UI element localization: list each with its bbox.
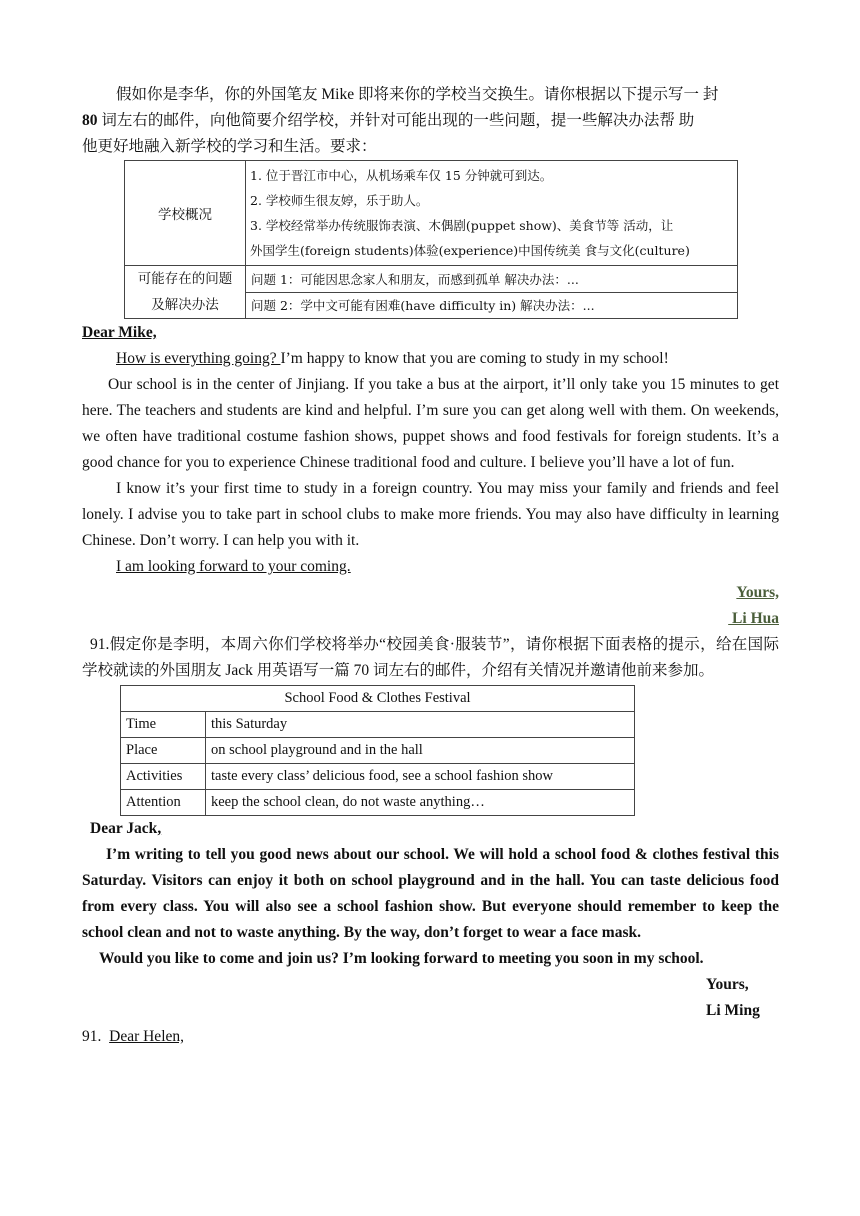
row-label: Place	[121, 738, 206, 764]
table-row	[121, 738, 635, 764]
opening-text: I’m happy to know that you are coming to study in my school!	[280, 350, 669, 367]
table-row	[121, 790, 635, 816]
task3-start	[82, 1024, 779, 1050]
letter3-greeting: Dear Helen,	[109, 1028, 184, 1045]
table-title-row	[121, 686, 635, 712]
closing-text: I am looking forward to your coming.	[116, 558, 351, 575]
prompt-text: 词左右的邮件，向他简要介绍学校，并针对可能出现的一些问题，提一些解决办法帮 助	[97, 112, 695, 129]
opening-underlined: How is everything going?	[116, 350, 281, 367]
table-title: School Food & Clothes Festival	[121, 686, 635, 712]
list-item: 3. 学校经常举办传统服饰表演、木偶剧(puppet show)、美食节等 活动，让	[250, 218, 674, 233]
document-page	[82, 82, 779, 1050]
letter2-paragraph-1: I’m writing to tell you good news about our school. We will hold a school food & clothes festival this Saturday. Visitors can enjoy it both on school playground and in the hall. You can taste delicious food from every class. You will also see a school fashion show. But everyone should remember to keep the school clean and not to waste anything. By the way, don’t forget to wear a face mask.	[82, 846, 779, 941]
list-item: 2. 学校师生很友婷，乐于助人。	[250, 193, 429, 208]
question-number: 91.	[82, 1028, 110, 1045]
task1-hints-table	[124, 160, 738, 319]
row-content	[246, 161, 738, 266]
list-item: 外国学生(foreign students)体验(experience)中国传统美 食与文化(culture)	[250, 243, 690, 258]
row-value: taste every class’ delicious food, see a school fashion show	[206, 764, 635, 790]
list-item: 问题 2：学中文可能有困难(have difficulty in) 解决办法：...	[246, 292, 738, 319]
row-header	[125, 266, 246, 319]
task1-prompt-line1	[82, 82, 779, 108]
row-label: Time	[121, 712, 206, 738]
task2-prompt: 91.假定你是李明，本周六你们学校将举办“校园美食·服装节”，请你根据下面表格的提示，给在国际学校就读的外国朋友 Jack 用英语写一篇 70 词左右的邮件，介绍有关情况并邀请他前来参加。	[82, 636, 779, 679]
row-label: Activities	[121, 764, 206, 790]
row-label: Attention	[121, 790, 206, 816]
word-count: 80	[82, 112, 98, 129]
letter1-closing	[82, 554, 779, 580]
letter1-paragraph-1: Our school is in the center of Jinjiang. If you take a bus at the airport, it’ll only take you 15 minutes to get here. The teachers and students are kind and helpful. I’m sure you can get along well with them. On weekends, we often have traditional costume fashion shows, puppet shows and food festivals for foreign students. It’s a good chance for you to experience Chinese traditional food and culture. I believe you’ll have a lot of fun.	[82, 376, 779, 471]
festival-table	[120, 685, 635, 816]
prompt-text: 他更好地融入新学校的学习和生活。要求：	[82, 138, 377, 155]
letter2-greeting	[90, 816, 779, 842]
header-line: 可能存在的问题	[137, 271, 233, 287]
header-line: 及解决办法	[151, 297, 219, 313]
letter1-opening	[82, 346, 779, 372]
list-item: 1. 位于晋江市中心，从机场乘车仅 15 分钟就可到达。	[250, 168, 553, 183]
letter2-sign-off: Yours,	[706, 976, 749, 993]
task1-prompt-line2	[82, 108, 779, 134]
table-row	[121, 712, 635, 738]
table-row	[125, 161, 738, 266]
letter2-paragraph-2: Would you like to come and join us? I’m looking forward to meeting you soon in my school.	[99, 950, 704, 967]
table-row	[121, 764, 635, 790]
letter1-greeting: Dear Mike,	[82, 324, 157, 341]
greeting-comma: ,	[157, 820, 162, 837]
row-header: 学校概况	[125, 161, 246, 266]
row-value: keep the school clean, do not waste anything…	[206, 790, 635, 816]
letter1-sign-off: Yours,	[736, 584, 779, 601]
row-value: on school playground and in the hall	[206, 738, 635, 764]
letter1-paragraph-2: I know it’s your first time to study in a foreign country. You may miss your family and friends and feel lonely. I advise you to take part in school clubs to make more friends. You may also have difficulty in learning Chinese. Don’t worry. I can help you with it.	[82, 480, 779, 549]
list-item: 问题 1：可能因思念家人和朋友，而感到孤单 解决办法：...	[246, 266, 738, 293]
row-value: this Saturday	[206, 712, 635, 738]
letter1-signature: Li Hua	[728, 610, 779, 627]
table-row	[125, 266, 738, 293]
task1-prompt-line3	[82, 134, 779, 160]
prompt-text: 假如你是李华，你的外国笔友 Mike 即将来你的学校当交换生。请你根据以下提示写一 封	[116, 86, 719, 103]
greeting-text: Dear Jack	[90, 820, 158, 837]
letter2-signature: Li Ming	[706, 1002, 760, 1019]
